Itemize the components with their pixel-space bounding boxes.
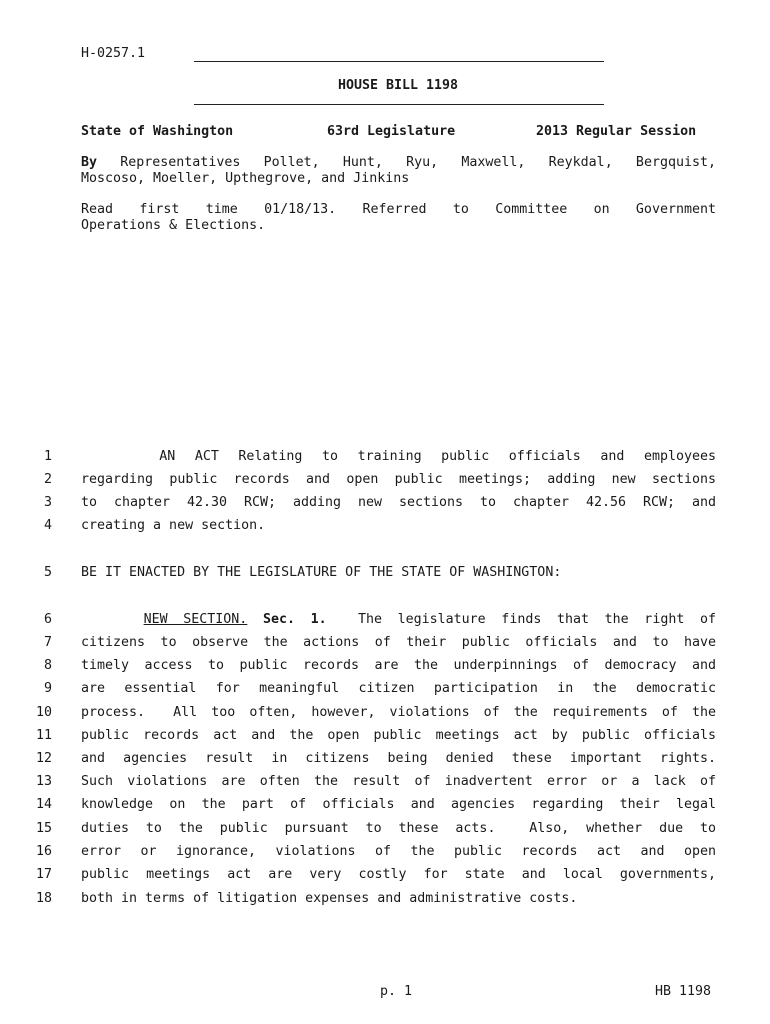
- bill-title: HOUSE BILL 1198: [337, 78, 459, 93]
- body-line: BE IT ENACTED BY THE LEGISLATURE OF THE STATE OF WASHINGTON:: [81, 565, 562, 580]
- sponsors-line-1: [81, 155, 716, 170]
- line-number: 17: [35, 867, 52, 882]
- body-line: [81, 612, 716, 627]
- sponsors-by-label: By: [81, 155, 98, 170]
- state-name: State of Washington: [81, 124, 234, 139]
- section-label: Sec. 1.: [262, 612, 327, 627]
- line-number: 5: [43, 565, 52, 580]
- line-number: 14: [35, 797, 52, 812]
- line-number: 2: [43, 472, 52, 487]
- header-rule-top: [194, 61, 604, 62]
- body-line: public meetings act are very costly for state and local governments,: [81, 867, 716, 882]
- body-line: timely access to public records are the underpinnings of democracy and: [81, 658, 716, 673]
- page-number: p. 1: [380, 984, 413, 999]
- line-number: 8: [43, 658, 52, 673]
- body-line: public records act and the open public meetings act by public officials: [81, 728, 716, 743]
- sponsors-names-1: Representatives Pollet, Hunt, Ryu, Maxwell, Reykdal, Bergquist,: [97, 155, 716, 170]
- footer-bill-id: HB 1198: [655, 984, 712, 999]
- section-text: The legislature finds that the right of: [326, 612, 716, 627]
- sponsors-line-2: Moscoso, Moeller, Upthegrove, and Jinkins: [81, 171, 410, 186]
- body-line: and agencies result in citizens being denied these important rights.: [81, 751, 716, 766]
- body-line: both in terms of litigation expenses and administrative costs.: [81, 891, 578, 906]
- line-number: 1: [43, 449, 52, 464]
- line-number: 6: [43, 612, 52, 627]
- body-line: regarding public records and open public meetings; adding new sections: [81, 472, 716, 487]
- body-line: citizens to observe the actions of their public officials and to have: [81, 635, 716, 650]
- body-line: creating a new section.: [81, 518, 266, 533]
- reading-line-1: Read first time 01/18/13. Referred to Committee on Government: [81, 202, 716, 217]
- header-rule-bottom: [194, 104, 604, 105]
- legislature-name: 63rd Legislature: [327, 124, 456, 139]
- body-line: duties to the public pursuant to these acts. Also, whether due to: [81, 821, 716, 836]
- line-number: 3: [43, 495, 52, 510]
- line-number: 18: [35, 891, 52, 906]
- body-line: are essential for meaningful citizen participation in the democratic: [81, 681, 716, 696]
- line-number: 15: [35, 821, 52, 836]
- new-section-label: NEW SECTION.: [143, 612, 248, 627]
- line-number: 13: [35, 774, 52, 789]
- session-name: 2013 Regular Session: [536, 124, 697, 139]
- body-line: Such violations are often the result of inadvertent error or a lack of: [81, 774, 716, 789]
- document-id: H-0257.1: [81, 46, 146, 61]
- body-line: error or ignorance, violations of the public records act and open: [81, 844, 716, 859]
- indent: [81, 612, 144, 627]
- line-number: 10: [35, 705, 52, 720]
- line-number: 7: [43, 635, 52, 650]
- reading-line-2: Operations & Elections.: [81, 218, 266, 233]
- body-line: knowledge on the part of officials and agencies regarding their legal: [81, 797, 716, 812]
- body-line: AN ACT Relating to training public officials and employees: [81, 449, 716, 464]
- line-number: 9: [43, 681, 52, 696]
- line-number: 16: [35, 844, 52, 859]
- body-line: to chapter 42.30 RCW; adding new sections to chapter 42.56 RCW; and: [81, 495, 716, 510]
- line-number: 11: [35, 728, 52, 743]
- line-number: 12: [35, 751, 52, 766]
- line-number: 4: [43, 518, 52, 533]
- body-line: process. All too often, however, violations of the requirements of the: [81, 705, 716, 720]
